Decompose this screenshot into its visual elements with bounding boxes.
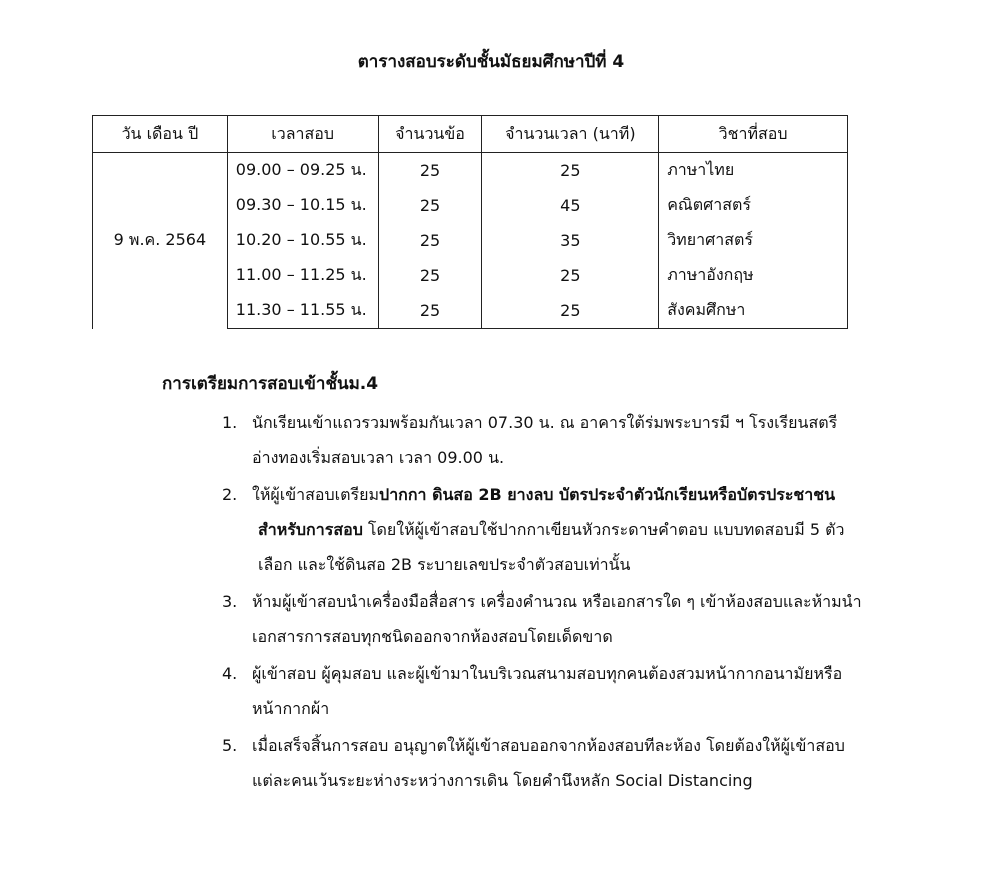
header-subject: วิชาที่สอบ <box>659 116 848 153</box>
duration-minutes: 25 <box>482 258 659 293</box>
prep-list <box>222 405 872 800</box>
table-row <box>93 153 848 189</box>
exam-time: 09.00 – 09.25 น. <box>227 153 378 189</box>
subject: ภาษาไทย <box>659 153 848 189</box>
question-count: 25 <box>378 293 482 329</box>
item-number: 4. <box>222 664 238 683</box>
list-item <box>222 405 872 475</box>
list-item <box>222 584 872 654</box>
page-title: ตารางสอบระดับชั้นมัธยมศึกษาปีที่ 4 <box>357 52 625 72</box>
list-item <box>222 477 872 582</box>
item-number: 1. <box>222 413 238 432</box>
question-count: 25 <box>378 223 482 258</box>
item-sub-text: โดยให้ผู้เข้าสอบใช้ปากกาเขียนหัวกระดาษคำตอบ แบบทดสอบมี 5 ตัวเลือก และใช้ดินสอ 2B ระบายเลขประจำตัวสอบเท่านั้น <box>258 520 845 574</box>
exam-time: 11.30 – 11.55 น. <box>227 293 378 329</box>
subject: สังคมศึกษา <box>659 293 848 329</box>
table-header-row <box>93 116 848 153</box>
item-bold-text: ปากกา ดินสอ 2B ยางลบ บัตรประจำตัวนักเรียนหรือบัตรประชาชน <box>379 485 836 504</box>
question-count: 25 <box>378 153 482 189</box>
header-date: วัน เดือน ปี <box>93 116 228 153</box>
item-number: 5. <box>222 736 238 755</box>
exam-date: 9 พ.ค. 2564 <box>93 153 228 329</box>
subject: วิทยาศาสตร์ <box>659 223 848 258</box>
prep-heading: การเตรียมการสอบเข้าชั้นม.4 <box>162 374 379 394</box>
item-sub-paragraph <box>252 512 872 582</box>
list-item <box>222 656 872 726</box>
question-count: 25 <box>378 258 482 293</box>
header-questions: จำนวนข้อ <box>378 116 482 153</box>
exam-time: 11.00 – 11.25 น. <box>227 258 378 293</box>
item-lead-text: ให้ผู้เข้าสอบเตรียม <box>252 485 380 504</box>
duration-minutes: 25 <box>482 153 659 189</box>
exam-time: 10.20 – 10.55 น. <box>227 223 378 258</box>
duration-minutes: 25 <box>482 293 659 329</box>
item-number: 2. <box>222 485 238 504</box>
duration-minutes: 45 <box>482 188 659 223</box>
list-item <box>222 728 872 798</box>
item-text: ผู้เข้าสอบ ผู้คุมสอบ และผู้เข้ามาในบริเวณสนามสอบทุกคนต้องสวมหน้ากากอนามัยหรือหน้ากากผ้า <box>252 664 843 718</box>
item-sub-bold: สำหรับการสอบ <box>258 520 363 539</box>
subject: ภาษาอังกฤษ <box>659 258 848 293</box>
item-text: นักเรียนเข้าแถวรวมพร้อมกันเวลา 07.30 น. ณ อาคารใต้ร่มพระบารมี ฯ โรงเรียนสตรีอ่างทองเริ่มสอบเวลา เวลา 09.00 น. <box>252 413 838 467</box>
item-text: ห้ามผู้เข้าสอบนำเครื่องมือสื่อสาร เครื่องคำนวณ หรือเอกสารใด ๆ เข้าห้องสอบและห้ามนำเอกสารการสอบทุกชนิดออกจากห้องสอบโดยเด็ดขาด <box>252 592 862 646</box>
question-count: 25 <box>378 188 482 223</box>
item-number: 3. <box>222 592 238 611</box>
exam-schedule-table <box>92 115 848 329</box>
header-minutes: จำนวนเวลา (นาที) <box>482 116 659 153</box>
header-time: เวลาสอบ <box>227 116 378 153</box>
item-text: เมื่อเสร็จสิ้นการสอบ อนุญาตให้ผู้เข้าสอบออกจากห้องสอบทีละห้อง โดยต้องให้ผู้เข้าสอบแต่ละคนเว้นระยะห่างระหว่างการเดิน โดยคำนึงหลัก Social Distancing <box>252 736 845 790</box>
subject: คณิตศาสตร์ <box>659 188 848 223</box>
duration-minutes: 35 <box>482 223 659 258</box>
exam-time: 09.30 – 10.15 น. <box>227 188 378 223</box>
